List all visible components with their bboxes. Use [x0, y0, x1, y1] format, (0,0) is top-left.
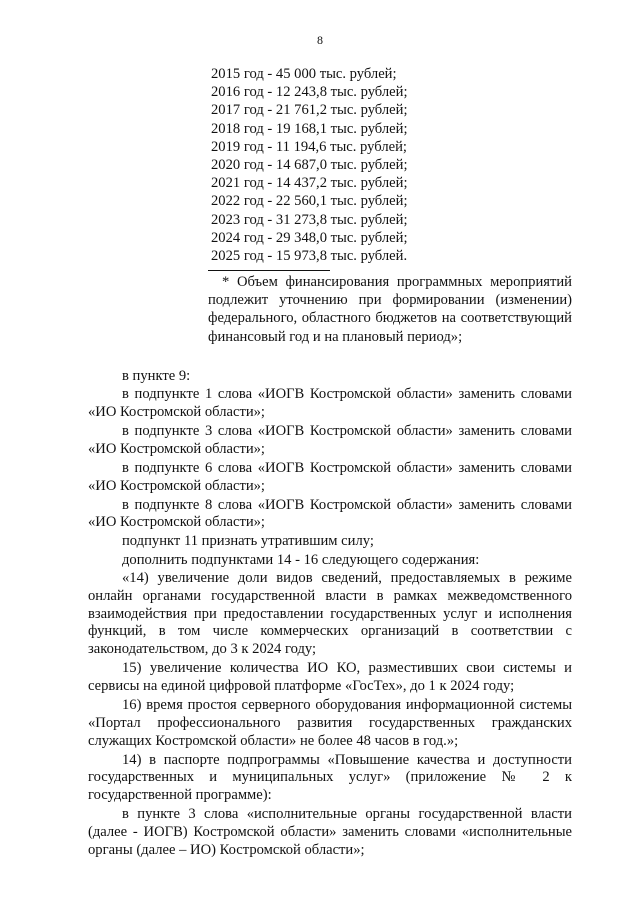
- paragraph: 16) время простоя серверного оборудования информационной системы «Портал профессионального развития государственных гражданских служащих Костромской области» не более 48 часов в год.»;: [88, 696, 572, 749]
- year-line: 2025 год - 15 973,8 тыс. рублей.: [211, 248, 408, 265]
- paragraph: подпункт 11 признать утратившим силу;: [122, 533, 374, 550]
- paragraph: в подпункте 6 слова «ИОГВ Костромской области» заменить словами «ИО Костромской области»;: [88, 459, 572, 494]
- paragraph: 15) увеличение количества ИО КО, разместивших свои системы и сервисы на единой цифровой платформе «ГосТех», до 1 к 2024 году;: [88, 660, 572, 694]
- year-line: 2018 год - 19 168,1 тыс. рублей;: [211, 120, 408, 137]
- paragraph: в пункте 3 слова «исполнительные органы государственной власти (далее - ИОГВ) Костромской области» заменить словами «исполнительные органы (далее – ИО) Костромской области»;: [88, 806, 572, 858]
- funding-by-year-list: [211, 65, 408, 265]
- year-line: 2020 год - 14 687,0 тыс. рублей;: [211, 157, 408, 174]
- paragraph: 14) в паспорте подпрограммы «Повышение качества и доступности государственных и муниципальных услуг» (приложение № 2 к государственной программе):: [88, 751, 572, 804]
- year-line: 2016 год - 12 243,8 тыс. рублей;: [211, 84, 408, 101]
- footnote-text: * Объем финансирования программных мероприятий подлежит уточнению при формировании (изменении) федерального, областного бюджетов на соответствующий финансовый год и на плановый период»;: [208, 274, 572, 345]
- page-number: 8: [317, 33, 323, 47]
- paragraph: в подпункте 1 слова «ИОГВ Костромской области» заменить словами «ИО Костромской области»;: [88, 386, 572, 421]
- paragraph: в подпункте 8 слова «ИОГВ Костромской области» заменить словами «ИО Костромской области»;: [88, 496, 572, 531]
- year-line: 2015 год - 45 000 тыс. рублей;: [211, 66, 397, 82]
- year-line: 2024 год - 29 348,0 тыс. рублей;: [211, 229, 408, 246]
- year-line: 2021 год - 14 437,2 тыс. рублей;: [211, 175, 408, 192]
- paragraph: дополнить подпунктами 14 - 16 следующего содержания:: [122, 551, 480, 568]
- paragraph: в подпункте 3 слова «ИОГВ Костромской области» заменить словами «ИО Костромской области»;: [88, 423, 572, 457]
- paragraph: «14) увеличение доли видов сведений, предоставляемых в режиме онлайн органами государственной власти в рамках межведомственного взаимодействия при предоставлении государственных услуг и исполнения функций, в том числе коммерческих организаций в соответствии с законодательством, до 3 к 2024 году;: [88, 570, 572, 658]
- paragraph: в пункте 9:: [122, 368, 191, 384]
- year-line: 2019 год - 11 194,6 тыс. рублей;: [211, 138, 407, 155]
- footnote: [208, 273, 572, 346]
- year-line: 2023 год - 31 273,8 тыс. рублей;: [211, 211, 408, 228]
- year-line: 2017 год - 21 761,2 тыс. рублей;: [211, 102, 408, 119]
- footnote-separator: [208, 270, 330, 271]
- year-line: 2022 год - 22 560,1 тыс. рублей;: [211, 193, 408, 210]
- document-body: [88, 368, 572, 861]
